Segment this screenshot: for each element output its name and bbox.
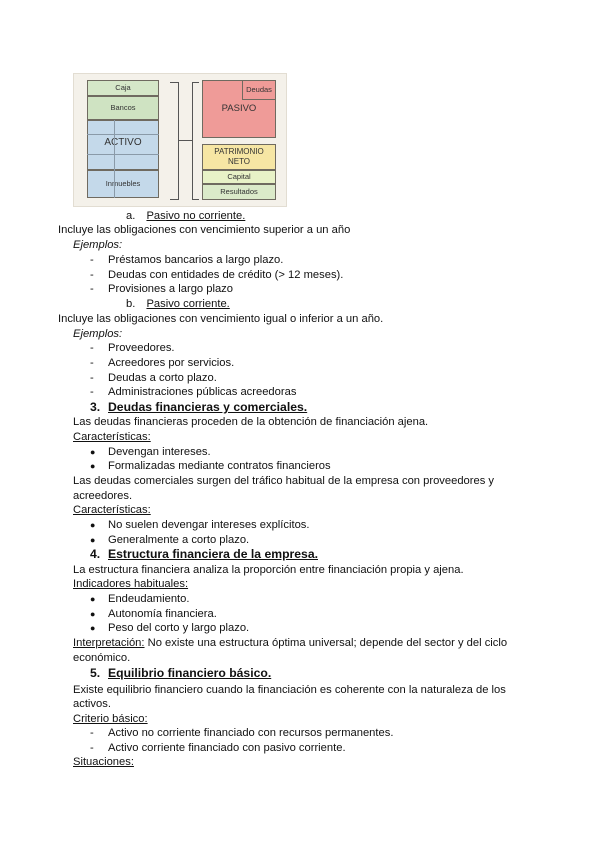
bullet-text: No suelen devengar intereses explícitos. bbox=[108, 519, 310, 531]
paragraph: económico. bbox=[73, 652, 131, 664]
dash-marker: - bbox=[90, 254, 94, 266]
bracket-connector bbox=[178, 140, 192, 141]
section-number: 3. bbox=[90, 400, 101, 414]
bancos-label: Bancos bbox=[110, 103, 136, 112]
section-heading-4 bbox=[90, 547, 318, 561]
capital-label: Capital bbox=[227, 172, 251, 181]
paragraph: activos. bbox=[73, 698, 111, 710]
section-title: Deudas financieras y comerciales. bbox=[108, 400, 308, 414]
bullet-item bbox=[90, 446, 211, 459]
paragraph: Las deudas comerciales surgen del tráfico habitual de la empresa con proveedores y bbox=[73, 475, 495, 487]
left-bracket bbox=[170, 82, 179, 200]
caja-cell bbox=[87, 80, 159, 96]
deudas-label: Deudas bbox=[246, 85, 272, 94]
list-item bbox=[90, 357, 235, 370]
bullet-item bbox=[90, 534, 250, 547]
bullet-marker: ● bbox=[90, 461, 96, 471]
list-item-text: Deudas con entidades de crédito (> 12 meses). bbox=[108, 269, 344, 281]
dash-marker: - bbox=[90, 269, 94, 281]
list-item bbox=[90, 283, 233, 296]
list-item-text: Acreedores por servicios. bbox=[108, 357, 235, 369]
list-item-text: Proveedores. bbox=[108, 342, 175, 354]
bullet-text: Endeudamiento. bbox=[108, 593, 190, 605]
paragraph: Las deudas financieras proceden de la obtención de financiación ajena. bbox=[73, 416, 429, 428]
list-item-text: Activo no corriente financiado con recursos permanentes. bbox=[108, 727, 394, 739]
bullet-text: Generalmente a corto plazo. bbox=[108, 534, 250, 546]
caja-label: Caja bbox=[115, 83, 131, 92]
activo-cell bbox=[87, 120, 159, 170]
subheading-title: Pasivo corriente. bbox=[146, 298, 230, 310]
characteristics-label: Características: bbox=[73, 431, 151, 443]
list-item bbox=[90, 727, 394, 740]
list-marker: a. bbox=[126, 210, 136, 222]
subheading-title: Pasivo no corriente. bbox=[146, 210, 246, 222]
section-number: 5. bbox=[90, 666, 101, 680]
dash-marker: - bbox=[90, 342, 94, 354]
section-number: 4. bbox=[90, 547, 101, 561]
interpretation-line bbox=[73, 637, 507, 650]
dash-marker: - bbox=[90, 727, 94, 739]
criteria-label: Criterio básico: bbox=[73, 713, 148, 725]
list-item bbox=[90, 342, 175, 355]
characteristics-label: Características: bbox=[73, 504, 151, 516]
list-item bbox=[90, 372, 217, 385]
bullet-marker: ● bbox=[90, 609, 96, 619]
dash-marker: - bbox=[90, 742, 94, 754]
list-item bbox=[90, 742, 346, 755]
list-marker: b. bbox=[126, 298, 136, 310]
interpretation-label: Interpretación: bbox=[73, 637, 145, 649]
subheading-b bbox=[126, 298, 230, 311]
situations-label: Situaciones: bbox=[73, 756, 134, 768]
bullet-text: Formalizadas mediante contratos financieros bbox=[108, 460, 331, 472]
bullet-item bbox=[90, 593, 190, 606]
activo-gridline bbox=[114, 120, 115, 198]
bullet-marker: ● bbox=[90, 447, 96, 457]
section-title: Estructura financiera de la empresa. bbox=[108, 547, 318, 561]
list-item bbox=[90, 269, 344, 282]
capital-cell bbox=[202, 170, 276, 184]
section-heading-3 bbox=[90, 400, 308, 414]
list-item-text: Deudas a corto plazo. bbox=[108, 372, 217, 384]
dash-marker: - bbox=[90, 386, 94, 398]
balance-sheet-illustration bbox=[73, 73, 287, 207]
list-item bbox=[90, 254, 284, 267]
dash-marker: - bbox=[90, 372, 94, 384]
bullet-text: Peso del corto y largo plazo. bbox=[108, 622, 250, 634]
activo-gridline bbox=[87, 134, 159, 135]
bullet-text: Devengan intereses. bbox=[108, 446, 211, 458]
activo-label: ACTIVO bbox=[104, 137, 142, 148]
paragraph: Existe equilibrio financiero cuando la financiación es coherente con la naturaleza de los bbox=[73, 684, 506, 696]
dash-marker: - bbox=[90, 357, 94, 369]
indicators-label: Indicadores habituales: bbox=[73, 578, 189, 590]
bullet-marker: ● bbox=[90, 594, 96, 604]
bullet-item bbox=[90, 608, 217, 621]
inmuebles-label: Inmuebles bbox=[105, 179, 141, 188]
bancos-cell bbox=[87, 96, 159, 120]
section-title: Equilibrio financiero básico. bbox=[108, 666, 272, 680]
bullet-marker: ● bbox=[90, 623, 96, 633]
subheading-a bbox=[126, 210, 245, 223]
list-item-text: Activo corriente financiado con pasivo corriente. bbox=[108, 742, 346, 754]
patrimonio-neto-label: PATRIMONIO NETO bbox=[214, 147, 264, 166]
paragraph: Incluye las obligaciones con vencimiento igual o inferior a un año. bbox=[58, 313, 384, 325]
interpretation-text: No existe una estructura óptima universal; depende del sector y del ciclo bbox=[144, 637, 508, 649]
resultados-label: Resultados bbox=[220, 187, 258, 196]
bullet-marker: ● bbox=[90, 535, 96, 545]
pasivo-label-wrap bbox=[203, 103, 275, 114]
list-item-text: Préstamos bancarios a largo plazo. bbox=[108, 254, 284, 266]
bullet-item bbox=[90, 460, 331, 473]
bullet-item bbox=[90, 519, 310, 532]
pasivo-cell bbox=[202, 80, 276, 138]
resultados-cell bbox=[202, 184, 276, 200]
inmuebles-cell bbox=[87, 170, 159, 198]
section-heading-5 bbox=[90, 666, 272, 680]
list-item bbox=[90, 386, 297, 399]
examples-label: Ejemplos: bbox=[73, 328, 123, 340]
right-bracket bbox=[192, 82, 199, 200]
paragraph: La estructura financiera analiza la proporción entre financiación propia y ajena. bbox=[73, 564, 464, 576]
list-item-text: Administraciones públicas acreedoras bbox=[108, 386, 297, 398]
activo-gridline bbox=[87, 154, 159, 155]
bullet-text: Autonomía financiera. bbox=[108, 608, 217, 620]
bullet-marker: ● bbox=[90, 520, 96, 530]
paragraph: acreedores. bbox=[73, 490, 133, 502]
list-item-text: Provisiones a largo plazo bbox=[108, 283, 233, 295]
dash-marker: - bbox=[90, 283, 94, 295]
deudas-cell bbox=[242, 81, 275, 100]
patrimonio-cell bbox=[202, 144, 276, 170]
paragraph: Incluye las obligaciones con vencimiento superior a un año bbox=[58, 224, 351, 236]
examples-label: Ejemplos: bbox=[73, 239, 123, 251]
pasivo-label: PASIVO bbox=[221, 103, 257, 114]
bullet-item bbox=[90, 622, 250, 635]
